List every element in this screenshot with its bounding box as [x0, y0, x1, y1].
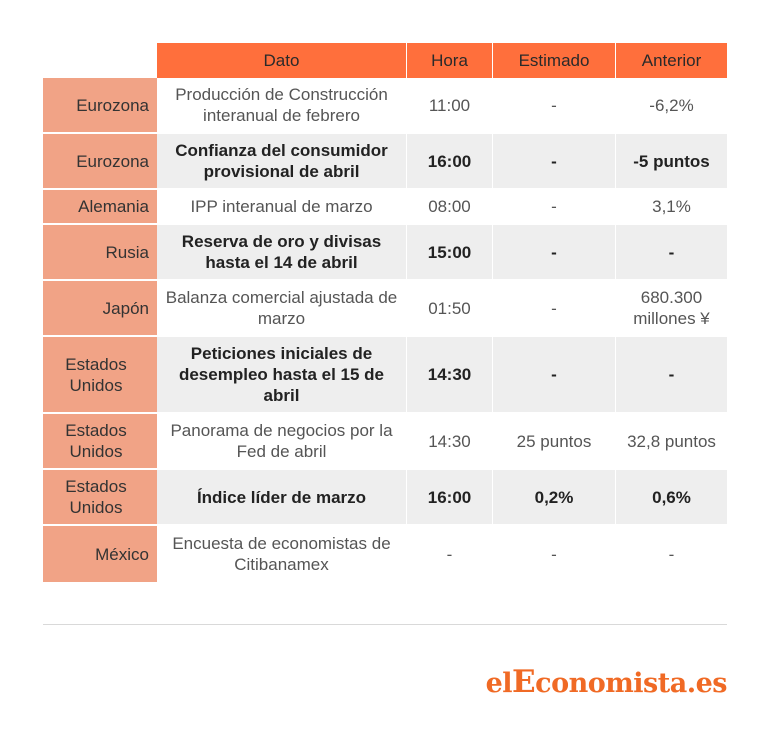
dato-cell: Panorama de negocios por la Fed de abril — [157, 414, 407, 468]
header-dato: Dato — [157, 43, 407, 78]
hora-cell: 16:00 — [407, 470, 493, 524]
country-cell: México — [43, 526, 157, 582]
table-row — [43, 281, 727, 337]
country-cell: Japón — [43, 281, 157, 335]
anterior-cell: 3,1% — [616, 190, 727, 223]
estimado-cell: - — [493, 134, 616, 188]
hora-cell: 01:50 — [407, 281, 493, 335]
country-cell: Estados Unidos — [43, 470, 157, 524]
anterior-cell: 0,6% — [616, 470, 727, 524]
estimado-cell: - — [493, 526, 616, 582]
eleconomista-logo — [486, 664, 727, 700]
country-cell: Eurozona — [43, 134, 157, 188]
hora-cell: 15:00 — [407, 225, 493, 279]
table-row — [43, 190, 727, 225]
anterior-cell: 32,8 puntos — [616, 414, 727, 468]
dato-cell: Reserva de oro y divisas hasta el 14 de abril — [157, 225, 407, 279]
country-cell: Alemania — [43, 190, 157, 223]
economic-calendar-table — [43, 43, 727, 582]
logo-part-e: E — [512, 664, 536, 700]
hora-cell: 14:30 — [407, 414, 493, 468]
estimado-cell: - — [493, 281, 616, 335]
table-row — [43, 337, 727, 414]
anterior-cell: 680.300 millones ¥ — [616, 281, 727, 335]
estimado-cell: 0,2% — [493, 470, 616, 524]
estimado-cell: - — [493, 225, 616, 279]
footer-divider — [43, 624, 727, 625]
anterior-cell: - — [616, 337, 727, 412]
dato-cell: IPP interanual de marzo — [157, 190, 407, 223]
hora-cell: 11:00 — [407, 78, 493, 132]
dato-cell: Balanza comercial ajustada de marzo — [157, 281, 407, 335]
anterior-cell: - — [616, 225, 727, 279]
anterior-cell: -6,2% — [616, 78, 727, 132]
header-estimado: Estimado — [493, 43, 616, 78]
estimado-cell: 25 puntos — [493, 414, 616, 468]
table-body — [43, 78, 727, 582]
dato-cell: Peticiones iniciales de desempleo hasta el 15 de abril — [157, 337, 407, 412]
hora-cell: 14:30 — [407, 337, 493, 412]
country-cell: Estados Unidos — [43, 337, 157, 412]
estimado-cell: - — [493, 337, 616, 412]
estimado-cell: - — [493, 190, 616, 223]
dato-cell: Producción de Construcción interanual de febrero — [157, 78, 407, 132]
table-row — [43, 526, 727, 582]
table-row — [43, 78, 727, 134]
table-row — [43, 134, 727, 190]
anterior-cell: -5 puntos — [616, 134, 727, 188]
header-hora: Hora — [407, 43, 493, 78]
country-cell: Eurozona — [43, 78, 157, 132]
table-header — [157, 43, 727, 78]
estimado-cell: - — [493, 78, 616, 132]
country-cell: Rusia — [43, 225, 157, 279]
country-cell: Estados Unidos — [43, 414, 157, 468]
dato-cell: Confianza del consumidor provisional de abril — [157, 134, 407, 188]
hora-cell: 16:00 — [407, 134, 493, 188]
hora-cell: - — [407, 526, 493, 582]
hora-cell: 08:00 — [407, 190, 493, 223]
anterior-cell: - — [616, 526, 727, 582]
logo-part-conomista: conomista.es — [535, 668, 727, 699]
dato-cell: Índice líder de marzo — [157, 470, 407, 524]
table-row — [43, 470, 727, 526]
table-row — [43, 225, 727, 281]
header-anterior: Anterior — [616, 43, 727, 78]
dato-cell: Encuesta de economistas de Citibanamex — [157, 526, 407, 582]
table-row — [43, 414, 727, 470]
logo-part-el: el — [485, 668, 512, 699]
